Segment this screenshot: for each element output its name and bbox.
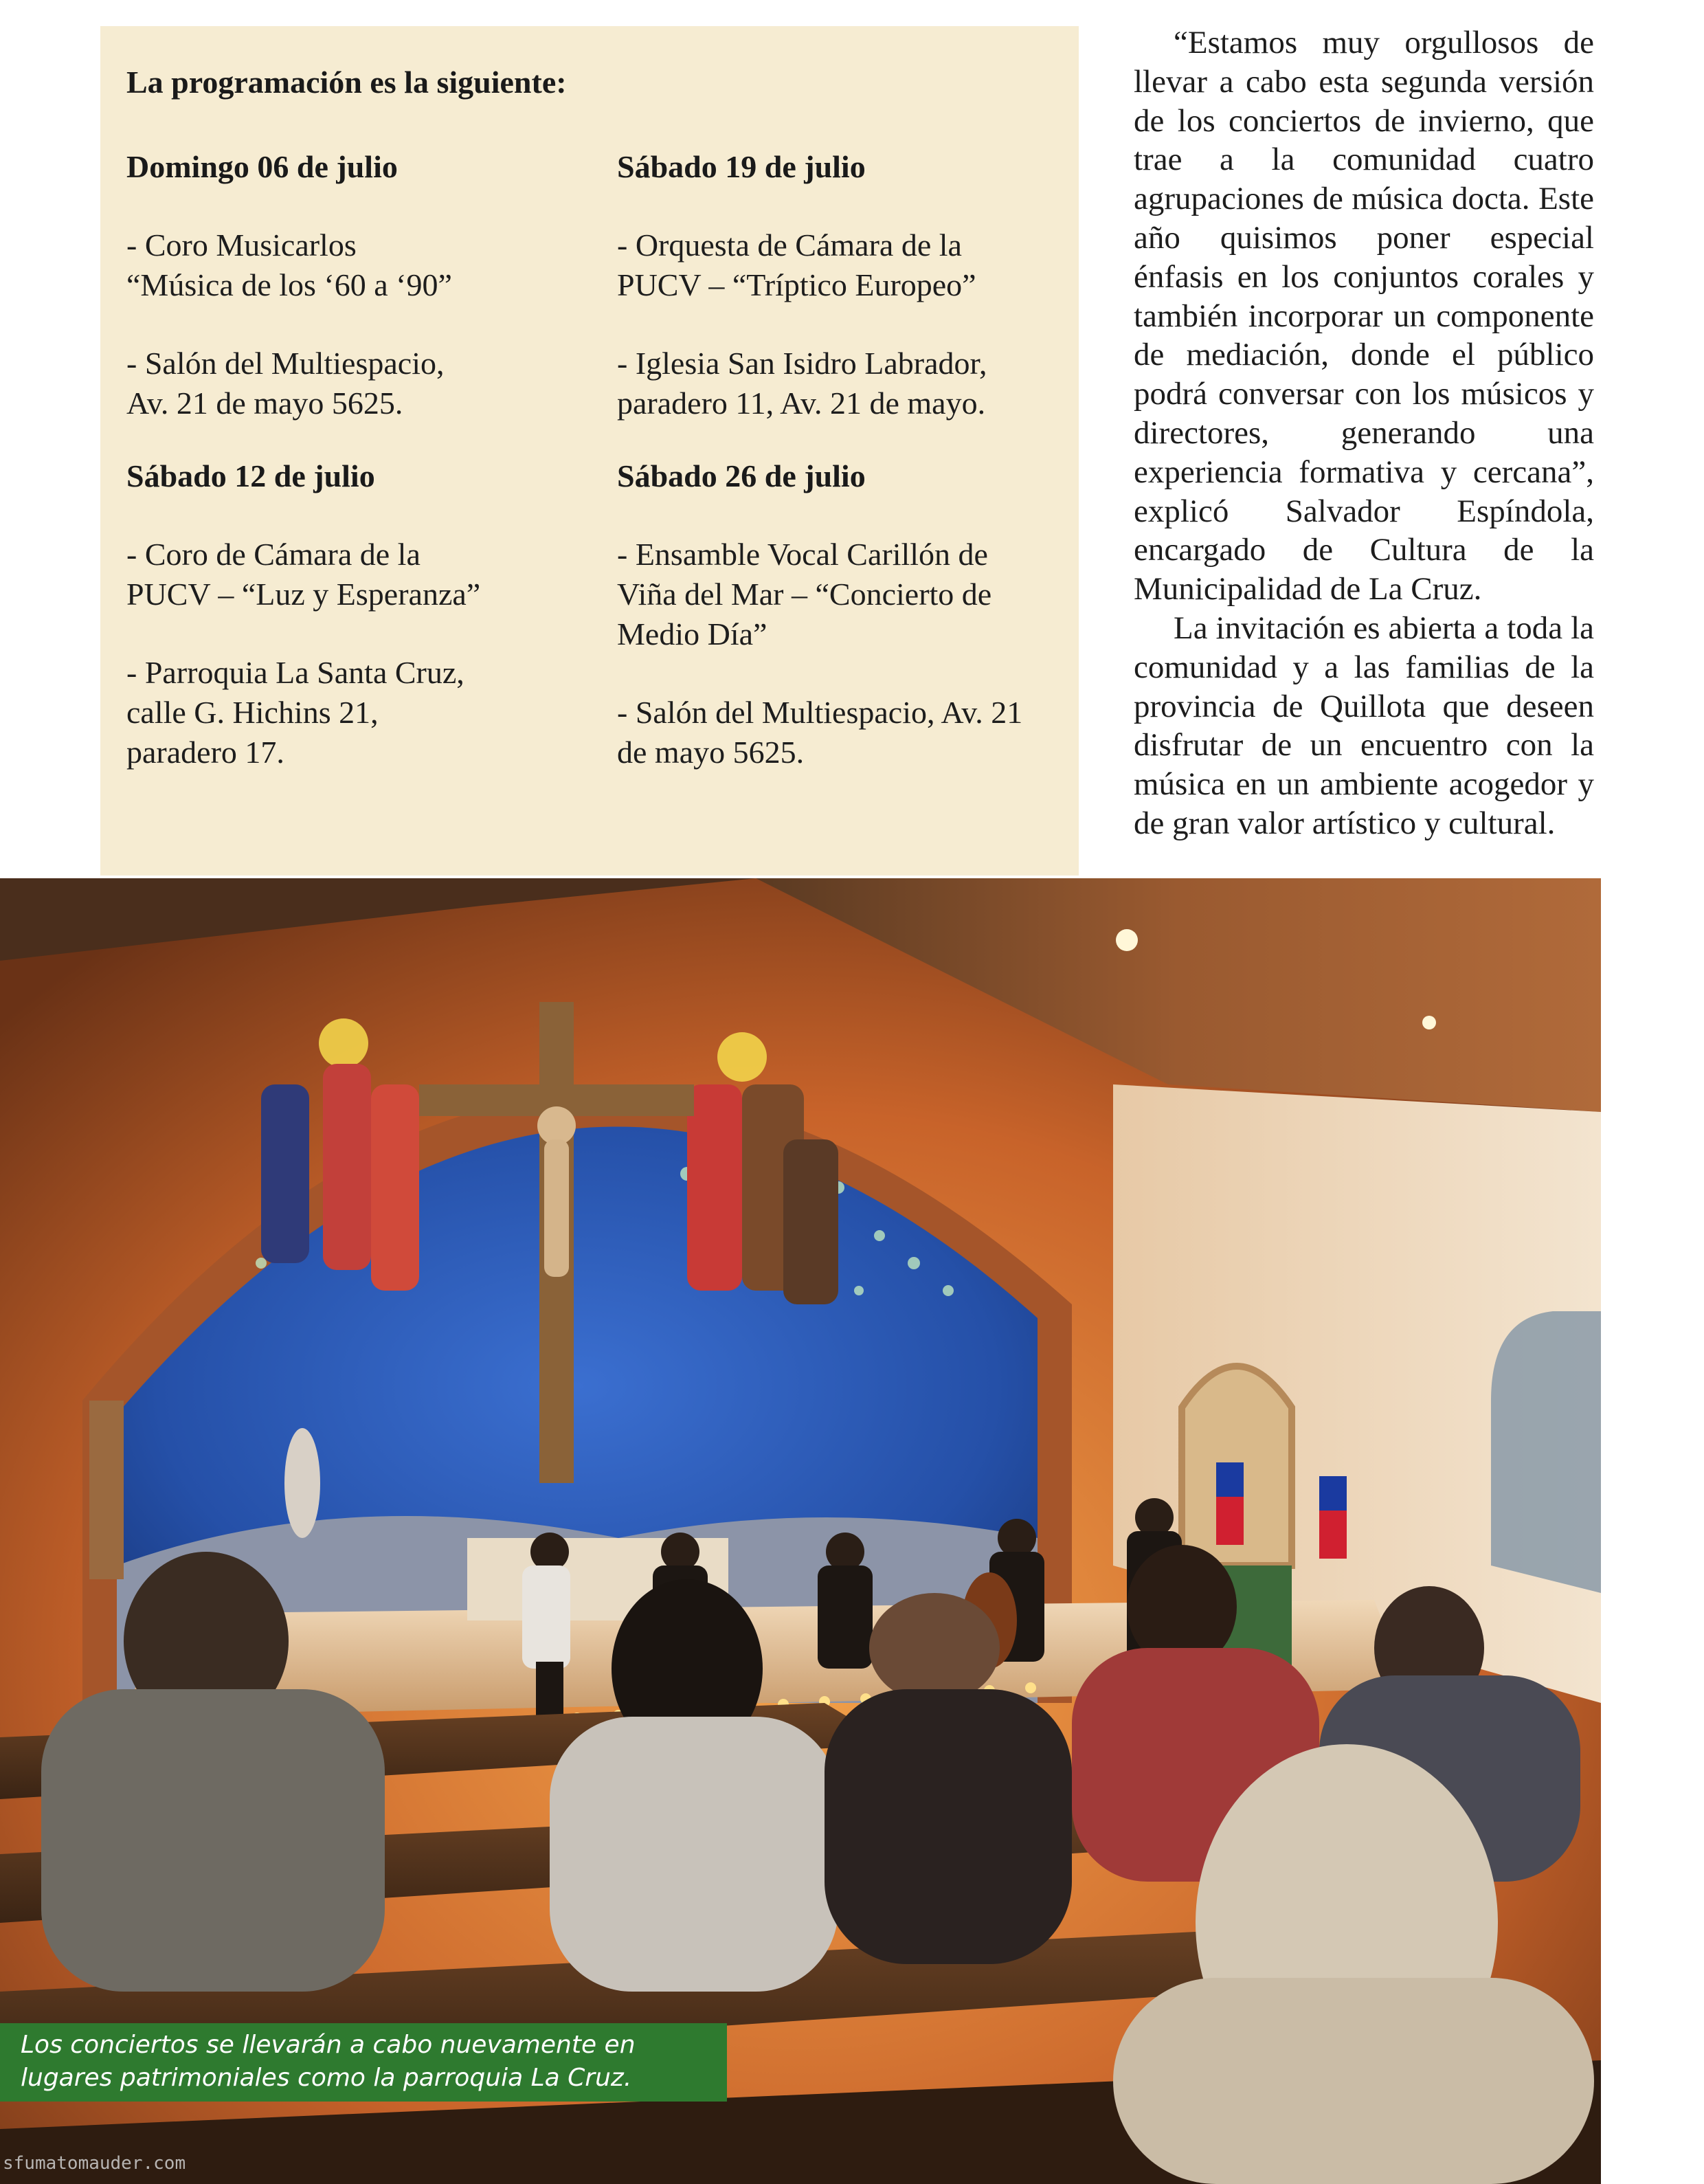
caption-line-1: Los conciertos se llevarán a cabo nuevamente en — [21, 2031, 636, 2059]
caption-line-2: lugares patrimoniales como la parroquia La Cruz. — [21, 2064, 632, 2092]
watermark: sfumatomauder.com — [3, 2153, 186, 2174]
event-sabado-12 — [126, 456, 580, 772]
event-domingo-06 — [126, 147, 580, 423]
schedule-title: La programación es la siguiente: — [126, 65, 567, 100]
event-venue-line: calle G. Hichins 21, — [126, 695, 379, 730]
event-program-line: Medio Día” — [617, 616, 767, 651]
event-venue-line: - Salón del Multiespacio, — [126, 346, 445, 381]
event-date: Domingo 06 de julio — [126, 149, 398, 184]
event-venue-line: paradero 11, Av. 21 de mayo. — [617, 386, 986, 421]
event-program-line: - Ensamble Vocal Carillón de — [617, 537, 988, 572]
church-concert-illustration — [0, 878, 1601, 2184]
event-program-line: - Coro Musicarlos — [126, 227, 357, 263]
event-program-line: Viña del Mar – “Concierto de — [617, 577, 992, 612]
event-date: Sábado 26 de julio — [617, 458, 866, 493]
article-paragraph-2: La invitación es abierta a toda la comunidad y a las familias de la provincia de Quillota que deseen disfrutar de un encuentro con la música en un ambiente acogedor y de gran valor artístico y cultural. — [1134, 610, 1594, 841]
event-sabado-19 — [617, 147, 1064, 423]
event-program-line: PUCV – “Luz y Esperanza” — [126, 577, 481, 612]
event-program-line: “Música de los ‘60 a ‘90” — [126, 267, 452, 302]
event-venue-line: paradero 17. — [126, 735, 284, 770]
event-date: Sábado 19 de julio — [617, 149, 866, 184]
event-sabado-26 — [617, 456, 1064, 772]
photo-caption — [0, 2023, 727, 2102]
article-text — [1134, 23, 1594, 843]
event-venue-line: Av. 21 de mayo 5625. — [126, 386, 403, 421]
concert-photo — [0, 878, 1601, 2184]
event-program-line: - Orquesta de Cámara de la — [617, 227, 962, 263]
event-venue-line: - Salón del Multiespacio, Av. 21 — [617, 695, 1023, 730]
event-venue-line: de mayo 5625. — [617, 735, 805, 770]
event-venue-line: - Iglesia San Isidro Labrador, — [617, 346, 987, 381]
article-paragraph-1: “Estamos muy orgullosos de llevar a cabo esta segunda versión de los conciertos de invierno, que trae a la comunidad cuatro agrupaciones de música docta. Este año quisimos poner especial énfasis en los conjuntos corales y también incorporar un componente de mediación, donde el público podrá conversar con los músicos y directores, generando una experiencia formativa y cercana”, explicó Salvador Espíndola, encargado de Cultura de la Municipalidad de La Cruz. — [1134, 25, 1594, 608]
event-date: Sábado 12 de julio — [126, 458, 375, 493]
event-program-line: - Coro de Cámara de la — [126, 537, 421, 572]
event-venue-line: - Parroquia La Santa Cruz, — [126, 655, 464, 690]
schedule-box — [100, 26, 1079, 876]
event-program-line: PUCV – “Tríptico Europeo” — [617, 267, 976, 302]
